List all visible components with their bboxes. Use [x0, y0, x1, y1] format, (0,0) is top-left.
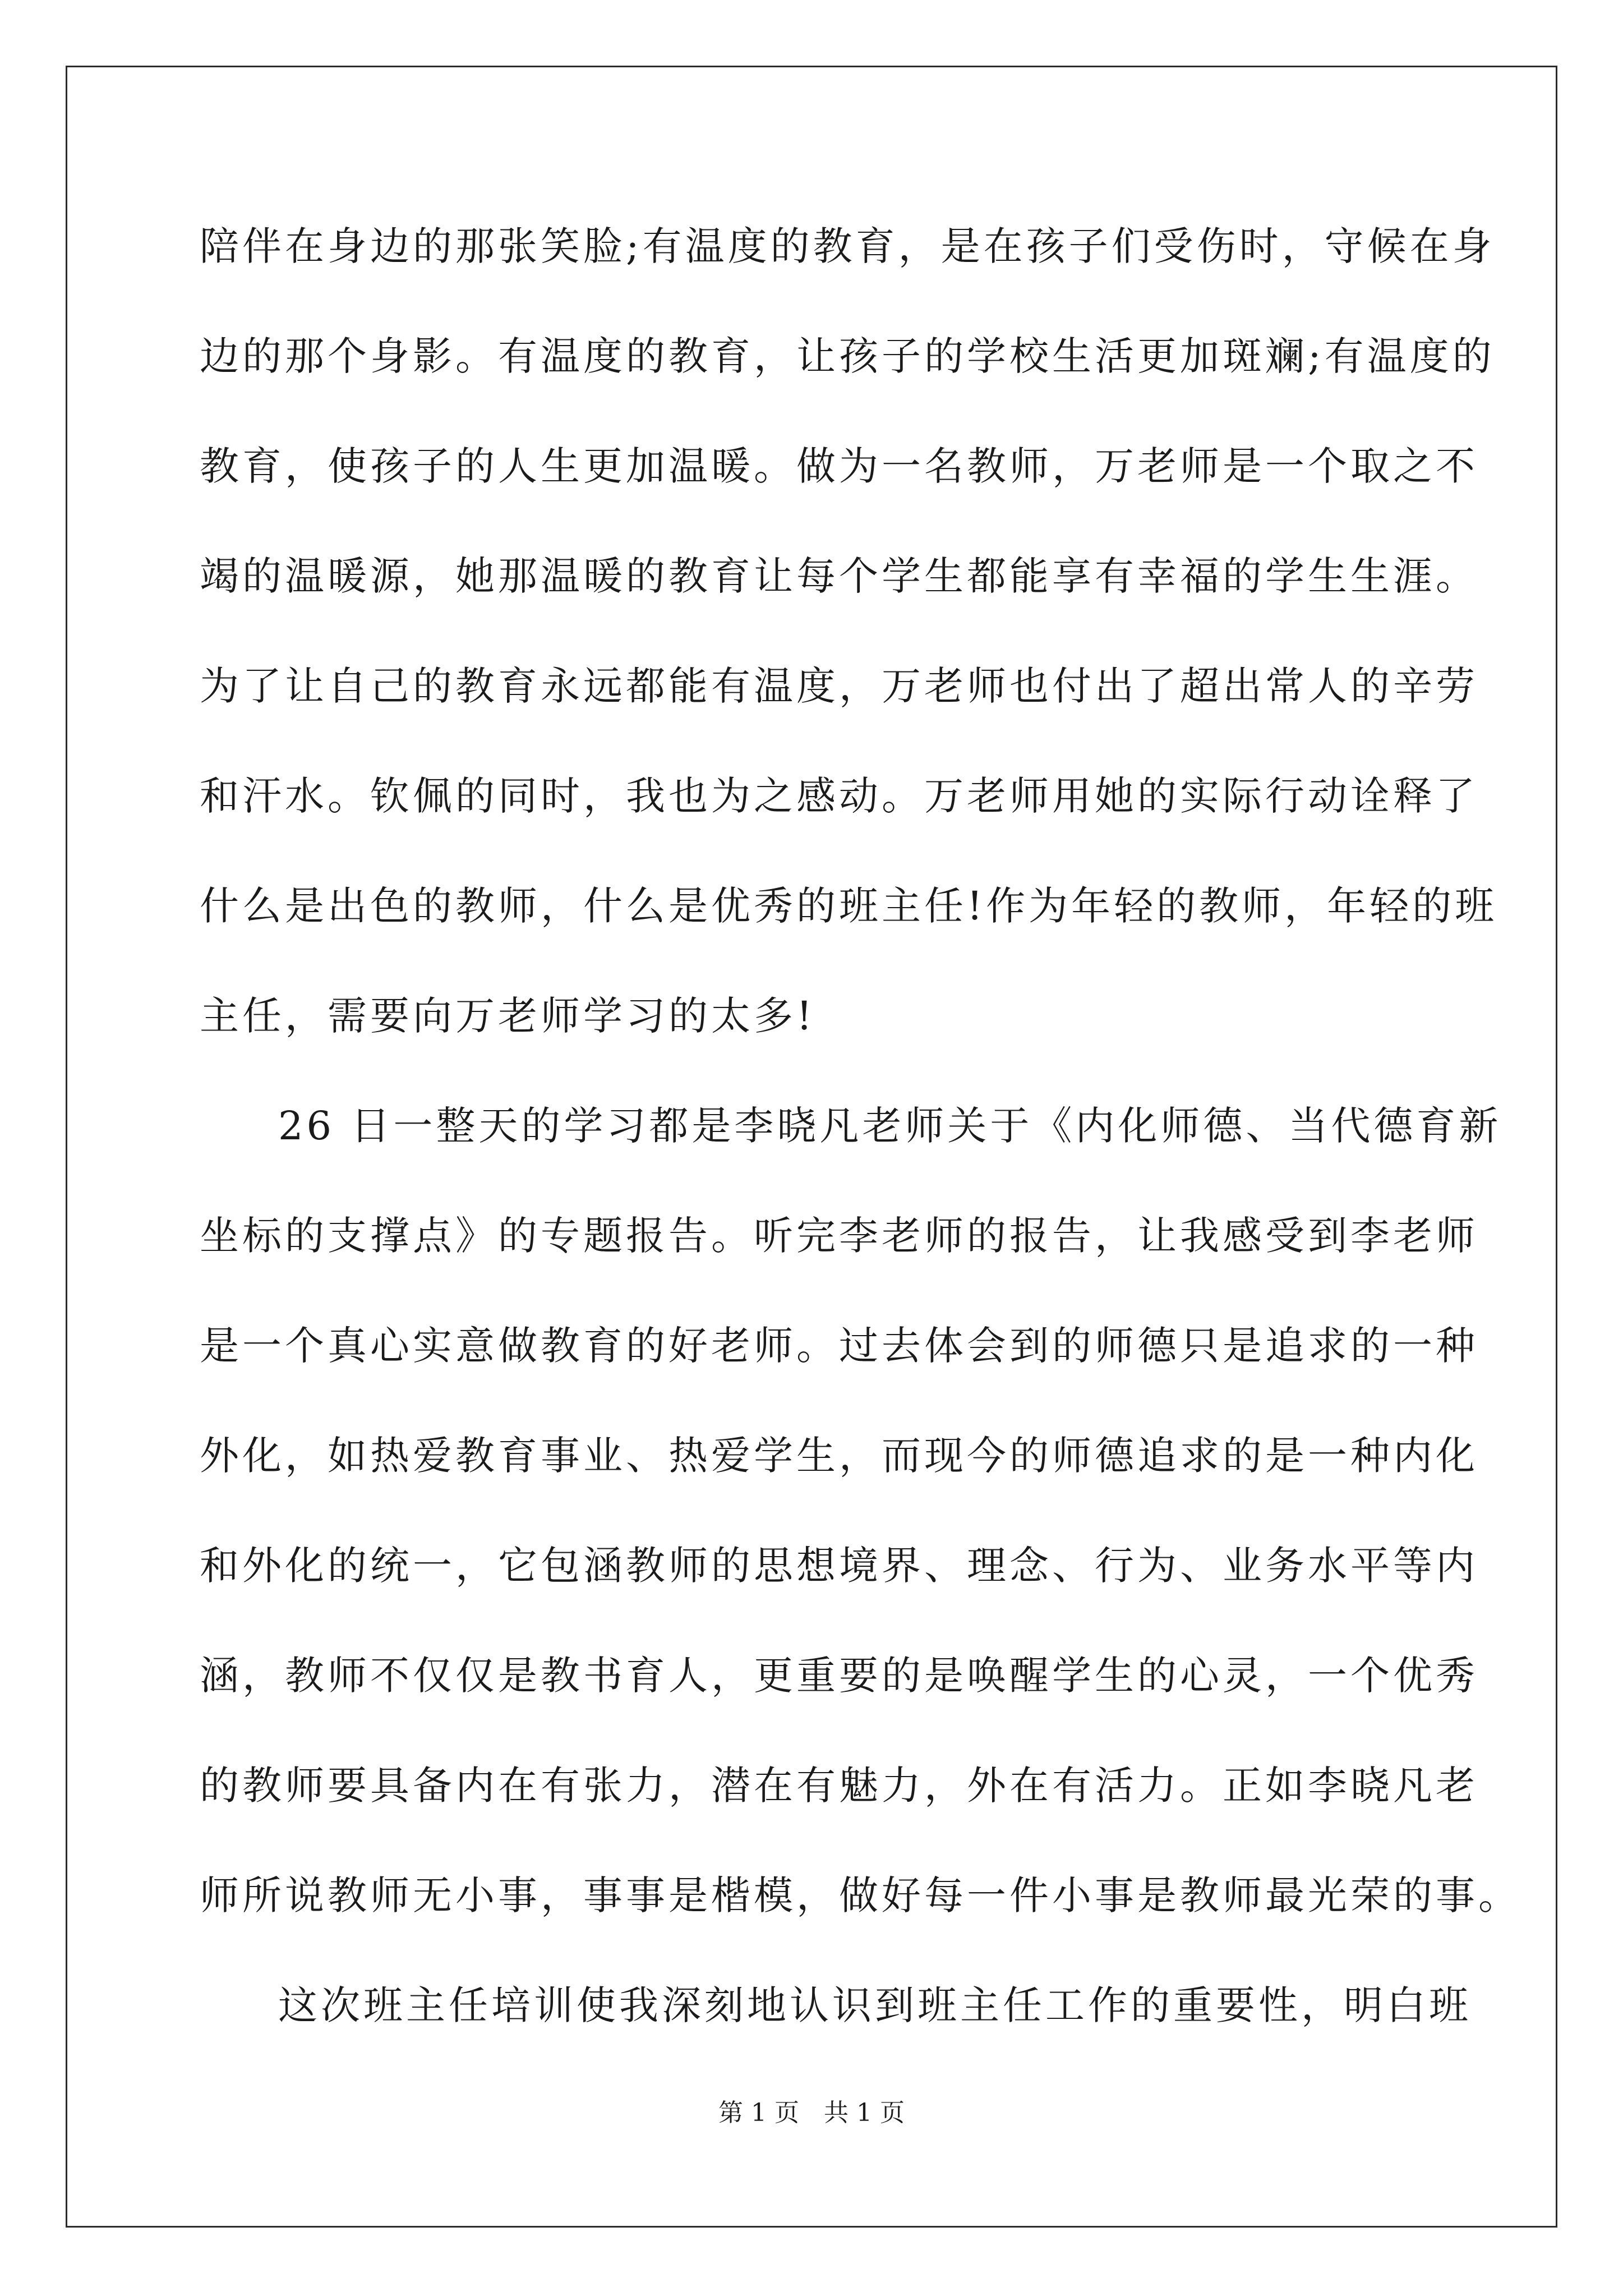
text-line: 为了让自己的教育永远都能有温度，万老师也付出了超出常人的辛劳 [200, 663, 1478, 709]
text-line: 边的那个身影。有温度的教育，让孩子的学校生活更加斑斓;有温度的 [200, 333, 1495, 379]
text-line: 什么是出色的教师，什么是优秀的班主任!作为年轻的教师，年轻的班 [200, 883, 1498, 929]
paragraph-1 [200, 213, 1498, 1093]
text-line: 陪伴在身边的那张笑脸;有温度的教育，是在孩子们受伤时，守候在身 [200, 223, 1495, 269]
page-total: 共 1 页 [824, 2099, 905, 2127]
paragraph-2 [200, 1093, 1521, 1972]
text-line: 是一个真心实意做教育的好老师。过去体会到的师德只是追求的一种 [200, 1323, 1478, 1369]
paragraph-3 [200, 1972, 1472, 2082]
page-number: 第 1 页 [718, 2099, 799, 2127]
text-line: 这次班主任培训使我深刻地认识到班主任工作的重要性，明白班 [278, 1982, 1472, 2028]
text-line: 教育，使孩子的人生更加温暖。做为一名教师，万老师是一个取之不 [200, 443, 1478, 489]
text-line: 主任，需要向万老师学习的太多! [200, 993, 816, 1039]
page-footer [0, 2092, 1623, 2128]
text-line: 师所说教师无小事，事事是楷模，做好每一件小事是教师最光荣的事。 [200, 1872, 1521, 1918]
text-line: 的教师要具备内在有张力，潜在有魅力，外在有活力。正如李晓凡老 [200, 1763, 1478, 1809]
text-line: 坐标的支撑点》的专题报告。听完李老师的报告，让我感受到李老师 [200, 1213, 1478, 1259]
text-line: 竭的温暖源，她那温暖的教育让每个学生都能享有幸福的学生生涯。 [200, 553, 1478, 599]
text-line: 外化，如热爱教育事业、热爱学生，而现今的师德追求的是一种内化 [200, 1433, 1478, 1479]
text-line: 和外化的统一，它包涵教师的思想境界、理念、行为、业务水平等内 [200, 1543, 1478, 1589]
text-line: 26 日一整天的学习都是李晓凡老师关于《内化师德、当代德育新 [278, 1103, 1502, 1149]
text-line: 涵，教师不仅仅是教书育人，更重要的是唤醒学生的心灵，一个优秀 [200, 1653, 1478, 1699]
text-line: 和汗水。钦佩的同时，我也为之感动。万老师用她的实际行动诠释了 [200, 773, 1478, 819]
document-body [200, 213, 1521, 2082]
